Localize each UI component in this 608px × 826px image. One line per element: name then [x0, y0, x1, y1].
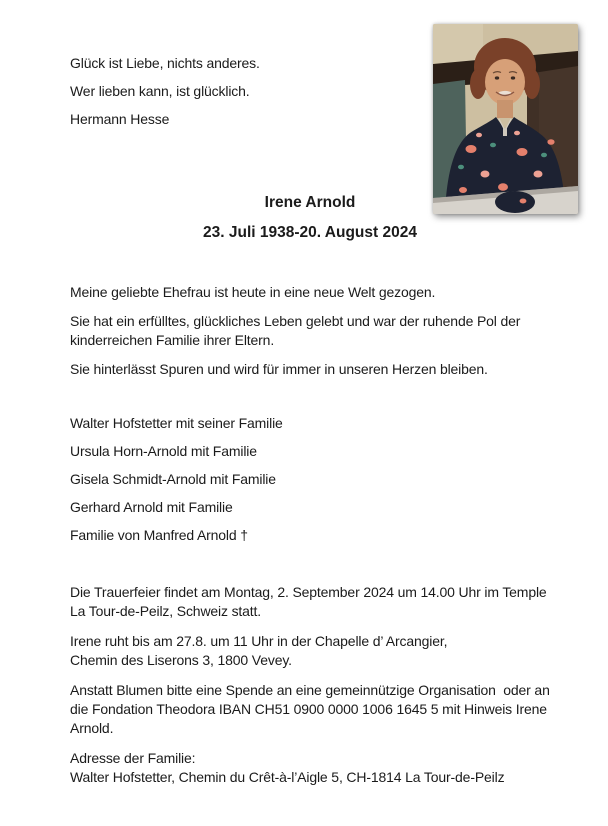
text-line: Adresse der Familie: — [70, 750, 196, 766]
photo-hair-left — [470, 69, 486, 99]
photo-face — [485, 59, 525, 105]
deceased-name: Irene Arnold — [264, 194, 356, 211]
photo-neck — [497, 100, 513, 118]
service-details — [70, 583, 550, 798]
text-line: Walter Hofstetter, Chemin du Crêt-à-l’Aigle 5, CH-1814 La Tour-de-Peilz — [70, 769, 505, 785]
quote-lines — [70, 54, 260, 100]
text-line: Irene ruht bis am 27.8. um 11 Uhr in der Chapelle d’ Arcangier, — [70, 633, 448, 649]
photo-hair-right — [524, 69, 540, 99]
text-line: Gisela Schmidt-Arnold mit Familie — [70, 471, 276, 487]
text-line: Gerhard Arnold mit Familie — [70, 499, 233, 515]
text-line: Glück ist Liebe, nichts anderes. — [70, 55, 260, 71]
portrait-photo — [433, 24, 578, 214]
obituary-text — [70, 283, 520, 389]
funeral-service-paragraph — [70, 583, 550, 621]
text-line: Chemin des Liserons 3, 1800 Vevey. — [70, 652, 292, 668]
obituary-paragraph-3 — [70, 360, 520, 379]
text-line: Meine geliebte Ehefrau ist heute in eine neue Welt gezogen. — [70, 284, 436, 300]
photo-eye-left — [495, 76, 499, 79]
photo-eye-right — [511, 76, 515, 79]
family-list — [70, 414, 283, 554]
text-line: kinderreichen Familie ihrer Eltern. — [70, 332, 275, 348]
resting-place-paragraph — [70, 632, 550, 670]
quote-block — [70, 54, 260, 138]
text-line: Familie von Manfred Arnold † — [70, 527, 248, 543]
text-line: La Tour-de-Peilz, Schweiz statt. — [70, 603, 262, 619]
donations-paragraph — [70, 681, 550, 738]
text-line: Ursula Horn-Arnold mit Familie — [70, 443, 257, 459]
text-line: Arnold. — [70, 720, 114, 736]
life-dates: 23. Juli 1938-20. August 2024 — [203, 224, 417, 241]
obituary-paragraph-1 — [70, 283, 520, 302]
text-line: die Fondation Theodora IBAN CH51 0900 0000 1006 1645 5 mit Hinweis Irene — [70, 701, 547, 717]
photo-pendant — [503, 128, 507, 136]
text-line: Die Trauerfeier findet am Montag, 2. September 2024 um 14.00 Uhr im Temple — [70, 584, 547, 600]
obituary-paragraph-2 — [70, 312, 520, 350]
quote-attribution: Hermann Hesse — [70, 111, 170, 127]
text-line: Wer lieben kann, ist glücklich. — [70, 83, 250, 99]
text-line: Sie hat ein erfülltes, glückliches Leben gelebt und war der ruhende Pol der — [70, 313, 521, 329]
text-line: Anstatt Blumen bitte eine Spende an eine gemeinnützige Organisation oder an — [70, 682, 550, 698]
text-line: Sie hinterlässt Spuren und wird für immer in unseren Herzen bleiben. — [70, 361, 488, 377]
portrait-illustration — [433, 24, 578, 214]
family-address-paragraph — [70, 749, 550, 787]
header-block — [70, 193, 550, 243]
text-line: Walter Hofstetter mit seiner Familie — [70, 415, 283, 431]
